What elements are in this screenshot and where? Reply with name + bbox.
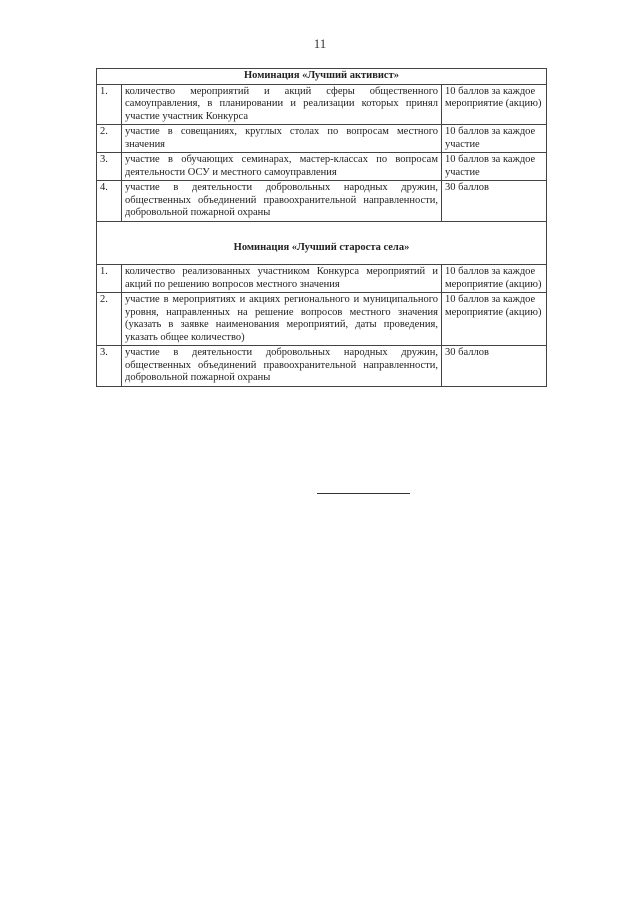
score-text: 30 баллов	[442, 346, 547, 387]
divider-line	[317, 493, 410, 494]
row-number: 2.	[97, 293, 122, 346]
score-text: 10 баллов за каждое мероприятие (акцию)	[442, 84, 547, 125]
table-row	[97, 346, 547, 387]
row-number: 2.	[97, 125, 122, 153]
score-text: 30 баллов	[442, 181, 547, 222]
criterion-text: участие в совещаниях, круглых столах по вопросам местного значения	[122, 125, 442, 153]
score-text: 10 баллов за каждое участие	[442, 125, 547, 153]
row-number: 3.	[97, 153, 122, 181]
row-number: 1.	[97, 84, 122, 125]
table-row	[97, 125, 547, 153]
table-row	[97, 84, 547, 125]
criterion-text: участие в деятельности добровольных народных дружин, общественных объединений правоохранительной направленности, добровольной пожарной охраны	[122, 346, 442, 387]
page-number: 11	[313, 36, 327, 51]
table-row	[97, 265, 547, 293]
criterion-text: участие в деятельности добровольных народных дружин, общественных объединений правоохранительной направленности, добровольной пожарной охраны	[122, 181, 442, 222]
criterion-text: количество реализованных участником Конкурса мероприятий и акций по решению вопросов местного значения	[122, 265, 442, 293]
score-text: 10 баллов за каждое мероприятие (акцию)	[442, 265, 547, 293]
score-text: 10 баллов за каждое мероприятие (акцию)	[442, 293, 547, 346]
score-text: 10 баллов за каждое участие	[442, 153, 547, 181]
criterion-text: участие в мероприятиях и акциях регионального и муниципального уровня, направленных на решение вопросов местного значения (указать в заявке наименования мероприятий, даты проведения, указать общее количество)	[122, 293, 442, 346]
row-number: 1.	[97, 265, 122, 293]
table-row	[97, 181, 547, 222]
table-row	[97, 293, 547, 346]
section-header-row	[97, 69, 547, 85]
section-title: Номинация «Лучший староста села»	[97, 221, 547, 265]
criteria-table	[96, 68, 547, 387]
criterion-text: участие в обучающих семинарах, мастер-классах по вопросам деятельности ОСУ и местного самоуправления	[122, 153, 442, 181]
row-number: 4.	[97, 181, 122, 222]
section-header-row	[97, 221, 547, 265]
table-row	[97, 153, 547, 181]
section-title: Номинация «Лучший активист»	[97, 69, 547, 85]
row-number: 3.	[97, 346, 122, 387]
criterion-text: количество мероприятий и акций сферы общественного самоуправления, в планировании и реализации которых принял участие участник Конкурса	[122, 84, 442, 125]
